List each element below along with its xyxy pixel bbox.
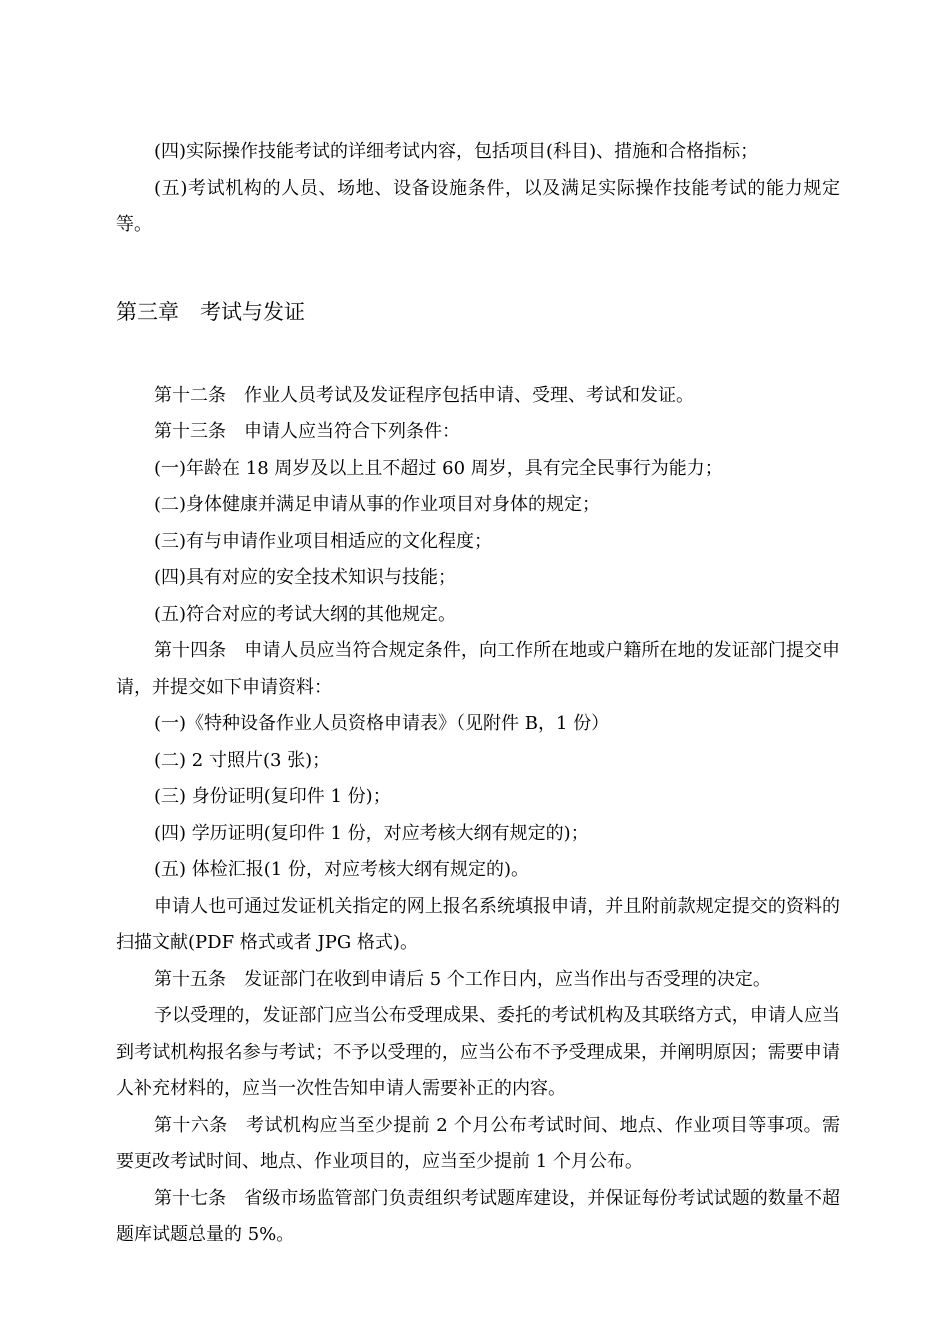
paragraph-intro-5: (五)考试机构的人员、场地、设备设施条件，以及满足实际操作技能考试的能力规定等。: [116, 177, 840, 235]
paragraph-intro-4: (四)实际操作技能考试的详细考试内容，包括项目(科目)、措施和合格指标；: [154, 141, 759, 162]
chapter-title: 第三章 考试与发证: [116, 299, 305, 324]
material-2: (二) 2 寸照片(3 张)；: [154, 749, 331, 771]
condition-2: (二)身体健康并满足申请从事的作业项目对身体的规定；: [154, 494, 601, 515]
condition-5: (五)符合对应的考试大纲的其他规定。: [154, 603, 457, 625]
condition-3: (三)有与申请作业项目相适应的文化程度；: [154, 530, 493, 552]
material-5: (五) 体检汇报(1 份，对应考核大纲有规定的)。: [154, 859, 529, 880]
condition-1: (一)年龄在 18 周岁及以上且不超过 60 周岁，具有完全民事行为能力；: [154, 457, 723, 479]
article-14: 第十四条 申请人员应当符合规定条件，向工作所在地或户籍所在地的发证部门提交申请，并提交如下申请资料：: [116, 640, 840, 698]
material-4: (四) 学历证明(复印件 1 份，对应考核大纲有规定的)；: [154, 822, 589, 844]
online-application-paragraph: 申请人也可通过发证机关指定的网上报名系统填报申请，并且附前款规定提交的资料的扫描文献(PDF 格式或者 JPG 格式)。: [116, 895, 840, 953]
article-17: 第十七条 省级市场监管部门负责组织考试题库建设，并保证每份考试试题的数量不超题库试题总量的 5%。: [116, 1187, 840, 1245]
material-1: (一)《特种设备作业人员资格申请表》（见附件 B，1 份）: [154, 713, 610, 734]
acceptance-paragraph: 予以受理的，发证部门应当公布受理成果、委托的考试机构及其联络方式，申请人应当到考试机构报名参与考试；不予以受理的，应当公布不予受理成果，并阐明原因；需要申请人补充材料的，应当一次性告知申请人需要补正的内容。: [116, 1005, 840, 1099]
document-page: [116, 134, 840, 1254]
condition-4: (四)具有对应的安全技术知识与技能；: [154, 567, 457, 588]
article-16: 第十六条 考试机构应当至少提前 2 个月公布考试时间、地点、作业项目等事项。需要更改考试时间、地点、作业项目的，应当至少提前 1 个月公布。: [116, 1114, 840, 1172]
material-3: (三) 身份证明(复印件 1 份)；: [154, 786, 391, 807]
article-12: 第十二条 作业人员考试及发证程序包括申请、受理、考试和发证。: [154, 384, 694, 406]
article-13: 第十三条 申请人应当符合下列条件：: [154, 421, 460, 442]
article-15: 第十五条 发证部门在收到申请后 5 个工作日内，应当作出与否受理的决定。: [154, 968, 771, 990]
